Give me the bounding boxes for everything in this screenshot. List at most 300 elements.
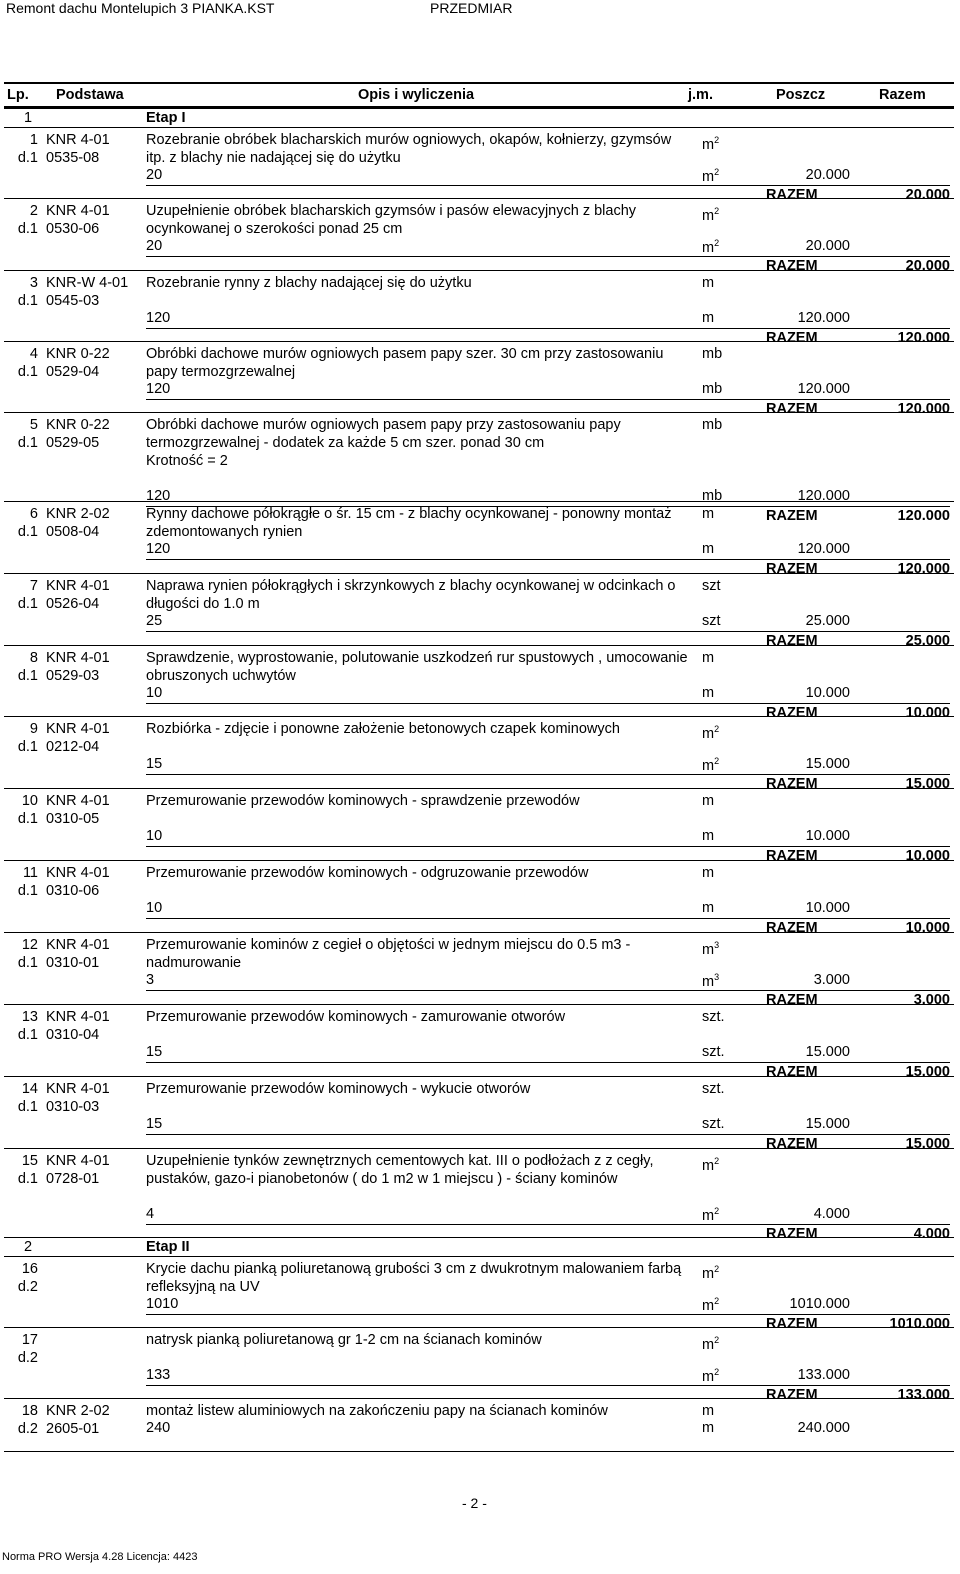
item-lp: 17 xyxy=(21,1332,38,1348)
calc-unit-exponent: 2 xyxy=(714,238,720,248)
razem-label: RAZEM xyxy=(766,1226,818,1242)
item-unit xyxy=(702,1260,719,1283)
calc-unit xyxy=(702,685,714,701)
unit-text: m xyxy=(702,793,715,809)
item-description xyxy=(146,792,691,810)
calc-unit-text: m xyxy=(702,168,715,185)
calc-unit-text: m xyxy=(702,1368,715,1385)
col-jm: j.m. xyxy=(688,87,713,103)
item-section: d.2 xyxy=(17,1279,38,1295)
calc-unit xyxy=(702,900,714,916)
calc-unit-text: m xyxy=(702,1297,715,1314)
item-lp: 5 xyxy=(29,417,38,433)
calc-quantity: 120 xyxy=(146,310,171,326)
calc-unit-exponent: 2 xyxy=(714,1367,720,1377)
item-number xyxy=(4,505,38,541)
item-unit xyxy=(702,131,719,154)
razem-label: RAZEM xyxy=(766,561,818,577)
item-description xyxy=(146,936,691,972)
unit-exponent: 2 xyxy=(714,1156,720,1166)
item-number xyxy=(4,1152,38,1188)
calc-poszcz: 3.000 xyxy=(813,972,850,988)
calc-poszcz: 120.000 xyxy=(797,381,850,397)
table-row xyxy=(4,932,954,1008)
razem-value: 120.000 xyxy=(897,401,950,417)
unit-exponent: 2 xyxy=(714,1264,720,1274)
razem-value: 25.000 xyxy=(905,633,950,649)
item-code xyxy=(46,1080,110,1116)
calculation-line xyxy=(146,828,850,846)
description-text: Obróbki dachowe murów ogniowych pasem papy szer. 30 cm przy zastosowaniu papy termozgrzewalnej xyxy=(146,346,664,380)
razem-label: RAZEM xyxy=(766,1316,818,1332)
description-text: Przemurowanie przewodów kominowych - zamurowanie otworów xyxy=(146,1009,566,1025)
table-row xyxy=(4,1327,954,1403)
calc-unit xyxy=(702,828,714,844)
item-lp: 2 xyxy=(29,203,38,219)
calc-poszcz: 25.000 xyxy=(805,613,850,629)
calc-unit-text: m xyxy=(702,828,715,844)
code-position: 0529-05 xyxy=(46,435,100,451)
calc-unit-text: m xyxy=(702,973,715,990)
code-catalog: KNR 4-01 xyxy=(46,1153,110,1169)
calc-quantity: 20 xyxy=(146,238,163,254)
razem-label: RAZEM xyxy=(766,705,818,721)
item-unit xyxy=(702,577,721,595)
item-unit xyxy=(702,274,714,292)
item-code xyxy=(46,345,110,381)
item-number xyxy=(4,864,38,900)
description-text: Krycie dachu pianką poliuretanową grubości 3 cm z dwukrotnym malowaniem farbą refleksyjną na UV xyxy=(146,1261,682,1295)
item-section: d.1 xyxy=(17,364,38,380)
calc-quantity: 15 xyxy=(146,1044,163,1060)
code-catalog: KNR 2-02 xyxy=(46,506,110,522)
description-text: montaż listew aluminiowych na zakończeniu papy na ścianach kominów xyxy=(146,1403,608,1419)
unit-exponent: 3 xyxy=(714,940,720,950)
code-catalog: KNR 4-01 xyxy=(46,203,110,219)
calc-quantity: 10 xyxy=(146,900,163,916)
stage-number: 2 xyxy=(24,1239,33,1255)
item-section: d.2 xyxy=(17,1421,38,1437)
unit-text: mb xyxy=(702,346,723,362)
calc-unit xyxy=(702,972,719,990)
description-text: Sprawdzenie, wyprostowanie, polutowanie uszkodzeń rur spustowych , umocowanie obruszonych uchwytów xyxy=(146,650,688,684)
table-row xyxy=(4,198,954,274)
table-header xyxy=(4,82,954,108)
item-lp: 14 xyxy=(21,1081,38,1097)
item-number xyxy=(4,1260,38,1296)
item-number xyxy=(4,345,38,381)
calc-unit-text: m xyxy=(702,900,715,916)
calc-poszcz: 15.000 xyxy=(805,1116,850,1132)
description-text: Przemurowanie przewodów kominowych - wykucie otworów xyxy=(146,1081,531,1097)
item-unit xyxy=(702,1080,725,1098)
code-catalog: KNR 4-01 xyxy=(46,721,110,737)
calc-poszcz: 120.000 xyxy=(797,541,850,557)
table-row xyxy=(4,645,954,721)
table-end-line xyxy=(4,1451,954,1452)
stage-number: 1 xyxy=(24,110,33,126)
calculation-line xyxy=(146,310,850,328)
razem-label: RAZEM xyxy=(766,1387,818,1403)
item-description xyxy=(146,577,691,613)
item-code xyxy=(46,792,110,828)
calc-unit-text: szt xyxy=(702,613,721,629)
item-unit xyxy=(702,1402,714,1420)
calculation-line xyxy=(146,1420,850,1438)
razem-value: 3.000 xyxy=(913,992,950,1008)
col-razem: Razem xyxy=(879,87,926,103)
col-lp: Lp. xyxy=(7,87,29,103)
col-poszcz: Poszcz xyxy=(776,87,826,103)
code-position: 0310-06 xyxy=(46,883,100,899)
page-header xyxy=(0,0,960,18)
table-row xyxy=(4,1004,954,1080)
calc-quantity: 120 xyxy=(146,381,171,397)
item-unit xyxy=(702,936,719,959)
razem-label: RAZEM xyxy=(766,633,818,649)
razem-label: RAZEM xyxy=(766,508,818,524)
table-row xyxy=(4,1148,954,1242)
razem-value: 20.000 xyxy=(905,258,950,274)
description-text: Uzupełnienie tynków zewnętrznych cementowych kat. III o podłożach z z cegły, pustaków, gazo-i pianobetonów ( do 1 m2 w 1 miejscu ) - ściany kominów xyxy=(146,1153,654,1187)
calc-unit-text: szt. xyxy=(702,1044,725,1060)
calculation-line xyxy=(146,756,850,774)
razem-label: RAZEM xyxy=(766,401,818,417)
calculation-line xyxy=(146,1116,850,1134)
stage-row xyxy=(4,108,954,127)
calc-unit xyxy=(702,756,719,774)
item-number xyxy=(4,649,38,685)
unit-text: m xyxy=(702,207,715,224)
razem-value: 10.000 xyxy=(905,848,950,864)
item-unit xyxy=(702,649,714,667)
item-unit xyxy=(702,505,714,523)
item-description xyxy=(146,649,691,685)
calc-poszcz: 240.000 xyxy=(797,1420,850,1436)
item-unit xyxy=(702,345,722,363)
calc-unit-exponent: 2 xyxy=(714,1296,720,1306)
calc-quantity: 120 xyxy=(146,541,171,557)
razem-value: 120.000 xyxy=(897,330,950,346)
razem-label: RAZEM xyxy=(766,330,818,346)
calc-unit xyxy=(702,1296,719,1314)
table-row xyxy=(4,1256,954,1332)
code-position: 0526-04 xyxy=(46,596,100,612)
code-position: 0310-05 xyxy=(46,811,100,827)
description-text: Przemurowanie przewodów kominowych - sprawdzenie przewodów xyxy=(146,793,580,809)
item-section: d.1 xyxy=(17,293,38,309)
item-section: d.1 xyxy=(17,150,38,166)
calc-quantity: 3 xyxy=(146,972,155,988)
calc-unit-exponent: 2 xyxy=(714,1206,720,1216)
item-section: d.1 xyxy=(17,524,38,540)
item-section: d.1 xyxy=(17,1099,38,1115)
razem-value: 15.000 xyxy=(905,776,950,792)
calc-poszcz: 15.000 xyxy=(805,756,850,772)
code-catalog: KNR 2-02 xyxy=(46,1403,110,1419)
code-position: 0212-04 xyxy=(46,739,100,755)
calc-unit-text: m xyxy=(702,1420,715,1436)
unit-text: m xyxy=(702,1157,715,1174)
table-row xyxy=(4,573,954,649)
item-number xyxy=(4,792,38,828)
unit-text: m xyxy=(702,650,715,666)
calculation-line xyxy=(146,167,850,185)
item-unit xyxy=(702,1152,719,1175)
description-text: Rynny dachowe półokrągłe o śr. 15 cm - z blachy ocynkowanej - ponowny montaż zdemontowanych rynien xyxy=(146,506,672,540)
calculation-line xyxy=(146,900,850,918)
item-section: d.1 xyxy=(17,1027,38,1043)
razem-value: 15.000 xyxy=(905,1064,950,1080)
item-code xyxy=(46,1402,110,1438)
code-position: 0535-08 xyxy=(46,150,100,166)
razem-value: 4.000 xyxy=(913,1226,950,1242)
calc-poszcz: 20.000 xyxy=(805,167,850,183)
item-unit xyxy=(702,1008,725,1026)
calc-quantity: 20 xyxy=(146,167,163,183)
calc-poszcz: 20.000 xyxy=(805,238,850,254)
item-number xyxy=(4,936,38,972)
calc-unit-text: mb xyxy=(702,381,723,397)
license-info: Norma PRO Wersja 4.28 Licencja: 4423 xyxy=(2,1551,198,1563)
calc-poszcz: 1010.000 xyxy=(789,1296,850,1312)
calc-quantity: 10 xyxy=(146,828,163,844)
calc-unit-text: m xyxy=(702,239,715,256)
code-position: 0728-01 xyxy=(46,1171,100,1187)
item-number xyxy=(4,1008,38,1044)
item-description xyxy=(146,131,691,167)
description-text: Rozbiórka - zdjęcie i ponowne założenie betonowych czapek kominowych xyxy=(146,721,620,737)
description-text: Naprawa rynien półokrągłych i skrzynkowych z blachy ocynkowanej w odcinkach o długości do 1.0 m xyxy=(146,578,676,612)
code-catalog: KNR 4-01 xyxy=(46,132,110,148)
razem-label: RAZEM xyxy=(766,187,818,203)
calc-unit xyxy=(702,541,714,557)
unit-text: m xyxy=(702,1336,715,1353)
item-number xyxy=(4,416,38,452)
przedmiar-table xyxy=(4,82,954,1452)
item-section: d.1 xyxy=(17,668,38,684)
calc-unit-text: szt. xyxy=(702,1116,725,1132)
document-type: PRZEDMIAR xyxy=(430,0,513,16)
item-lp: 12 xyxy=(21,937,38,953)
calc-unit-exponent: 2 xyxy=(714,756,720,766)
item-section: d.1 xyxy=(17,955,38,971)
item-unit xyxy=(702,202,719,225)
razem-value: 120.000 xyxy=(897,561,950,577)
description-text: Uzupełnienie obróbek blacharskich gzymsów i pasów elewacyjnych z blachy ocynkowanej o szerokości ponad 25 cm xyxy=(146,203,637,237)
item-section: d.1 xyxy=(17,739,38,755)
code-position: 0529-03 xyxy=(46,668,100,684)
calculation-line xyxy=(146,972,850,990)
code-catalog: KNR 4-01 xyxy=(46,865,110,881)
razem-value: 10.000 xyxy=(905,920,950,936)
code-catalog: KNR 4-01 xyxy=(46,650,110,666)
item-lp: 1 xyxy=(29,132,38,148)
item-description xyxy=(146,505,691,541)
razem-value: 10.000 xyxy=(905,705,950,721)
unit-text: m xyxy=(702,865,715,881)
unit-text: m xyxy=(702,725,715,742)
unit-exponent: 2 xyxy=(714,1335,720,1345)
calc-unit xyxy=(702,1044,725,1060)
calc-unit-text: m xyxy=(702,541,715,557)
item-lp: 15 xyxy=(21,1153,38,1169)
calc-poszcz: 120.000 xyxy=(797,310,850,326)
code-position: 0310-03 xyxy=(46,1099,100,1115)
item-description xyxy=(146,720,691,738)
item-number xyxy=(4,1080,38,1116)
razem-label: RAZEM xyxy=(766,992,818,1008)
item-unit xyxy=(702,416,722,434)
razem-value: 15.000 xyxy=(905,1136,950,1152)
unit-exponent: 2 xyxy=(714,135,720,145)
item-unit xyxy=(702,720,719,743)
calc-unit xyxy=(702,310,714,326)
calculation-line xyxy=(146,1044,850,1062)
unit-text: m xyxy=(702,941,715,958)
unit-exponent: 2 xyxy=(714,724,720,734)
code-catalog: KNR 0-22 xyxy=(46,417,110,433)
stage-title: Etap I xyxy=(146,110,186,126)
stage-row xyxy=(4,1237,954,1256)
item-code xyxy=(46,274,128,310)
item-lp: 18 xyxy=(21,1403,38,1419)
unit-text: m xyxy=(702,1265,715,1282)
razem-label: RAZEM xyxy=(766,920,818,936)
razem-value: 1010.000 xyxy=(889,1316,950,1332)
code-position: 0508-04 xyxy=(46,524,100,540)
calc-quantity: 240 xyxy=(146,1420,171,1436)
item-lp: 9 xyxy=(29,721,38,737)
calc-quantity: 15 xyxy=(146,1116,163,1132)
item-description xyxy=(146,416,691,470)
stage-title: Etap II xyxy=(146,1239,190,1255)
unit-text: m xyxy=(702,136,715,153)
item-description xyxy=(146,202,691,238)
item-section: d.1 xyxy=(17,221,38,237)
calc-unit-text: m xyxy=(702,310,715,326)
item-section: d.2 xyxy=(17,1350,38,1366)
item-number xyxy=(4,1331,38,1367)
item-code xyxy=(46,202,110,238)
calc-poszcz: 133.000 xyxy=(797,1367,850,1383)
document-title: Remont dachu Montelupich 3 PIANKA.KST xyxy=(6,0,275,16)
item-description xyxy=(146,864,691,882)
item-code xyxy=(46,1152,110,1188)
item-code xyxy=(46,864,110,900)
code-catalog: KNR 4-01 xyxy=(46,578,110,594)
item-description xyxy=(146,1260,691,1296)
item-code xyxy=(46,577,110,613)
description-text: Rozebranie rynny z blachy nadającej się do użytku xyxy=(146,275,472,291)
table-row xyxy=(4,127,954,203)
item-lp: 11 xyxy=(22,865,38,881)
item-number xyxy=(4,720,38,756)
item-number xyxy=(4,1402,38,1438)
calc-unit xyxy=(702,381,722,397)
table-row xyxy=(4,1398,954,1451)
calc-unit-exponent: 2 xyxy=(714,167,720,177)
page-number: - 2 - xyxy=(462,1495,487,1511)
code-catalog: KNR-W 4-01 xyxy=(46,275,129,291)
calc-unit xyxy=(702,613,721,629)
table-row xyxy=(4,716,954,792)
calc-poszcz: 10.000 xyxy=(805,685,850,701)
table-row xyxy=(4,501,954,577)
table-row xyxy=(4,860,954,936)
calc-poszcz: 15.000 xyxy=(805,1044,850,1060)
item-code xyxy=(46,131,110,167)
table-row xyxy=(4,341,954,417)
unit-text: szt. xyxy=(702,1081,725,1097)
calc-quantity: 1010 xyxy=(146,1296,179,1312)
calc-unit-exponent: 3 xyxy=(714,972,720,982)
code-catalog: KNR 4-01 xyxy=(46,1009,110,1025)
item-unit xyxy=(702,1331,719,1354)
razem-label: RAZEM xyxy=(766,848,818,864)
description-text: Rozebranie obróbek blacharskich murów ogniowych, okapów, kołnierzy, gzymsów itp. z blachy nie nadającej się do użytku xyxy=(146,132,672,166)
calc-unit-text: m xyxy=(702,757,715,774)
calc-unit xyxy=(702,1367,719,1385)
calculation-line xyxy=(146,1206,850,1224)
unit-text: mb xyxy=(702,417,723,433)
item-code xyxy=(46,936,110,972)
item-unit xyxy=(702,792,714,810)
item-code xyxy=(46,1008,110,1044)
item-description xyxy=(146,1008,691,1026)
item-section: d.1 xyxy=(17,883,38,899)
calc-poszcz: 120.000 xyxy=(797,488,850,504)
calc-poszcz: 10.000 xyxy=(805,900,850,916)
item-lp: 13 xyxy=(21,1009,38,1025)
calc-unit-text: m xyxy=(702,1207,715,1224)
unit-text: m xyxy=(702,275,715,291)
item-lp: 3 xyxy=(29,275,38,291)
calc-unit-text: mb xyxy=(702,488,723,504)
description-text: Przemurowanie kominów z cegieł o objętości w jednym miejscu do 0.5 m3 - nadmurowanie xyxy=(146,937,631,971)
table-row xyxy=(4,1076,954,1152)
item-code xyxy=(46,649,110,685)
calc-unit xyxy=(702,1116,725,1132)
item-lp: 7 xyxy=(29,578,38,594)
razem-label: RAZEM xyxy=(766,258,818,274)
item-number xyxy=(4,131,38,167)
calculation-line xyxy=(146,613,850,631)
item-code xyxy=(46,720,110,756)
item-number xyxy=(4,274,38,310)
calc-quantity: 120 xyxy=(146,488,171,504)
item-lp: 10 xyxy=(21,793,38,809)
item-section: d.1 xyxy=(17,596,38,612)
code-position: 0529-04 xyxy=(46,364,100,380)
razem-value: 20.000 xyxy=(905,187,950,203)
item-code xyxy=(46,505,110,541)
calc-unit xyxy=(702,1420,714,1436)
calc-quantity: 133 xyxy=(146,1367,171,1383)
item-lp: 16 xyxy=(21,1261,38,1277)
item-section: d.1 xyxy=(17,811,38,827)
code-catalog: KNR 4-01 xyxy=(46,937,110,953)
code-position: 2605-01 xyxy=(46,1421,100,1437)
table-row xyxy=(4,270,954,346)
description-text: Obróbki dachowe murów ogniowych pasem papy przy zastosowaniu papy termozgrzewalnej - dodatek za każde 5 cm szer. ponad 30 cm xyxy=(146,417,621,451)
calc-quantity: 25 xyxy=(146,613,163,629)
razem-value: 133.000 xyxy=(897,1387,950,1403)
item-number xyxy=(4,577,38,613)
item-lp: 8 xyxy=(29,650,38,666)
calc-poszcz: 10.000 xyxy=(805,828,850,844)
item-section: d.1 xyxy=(17,1171,38,1187)
